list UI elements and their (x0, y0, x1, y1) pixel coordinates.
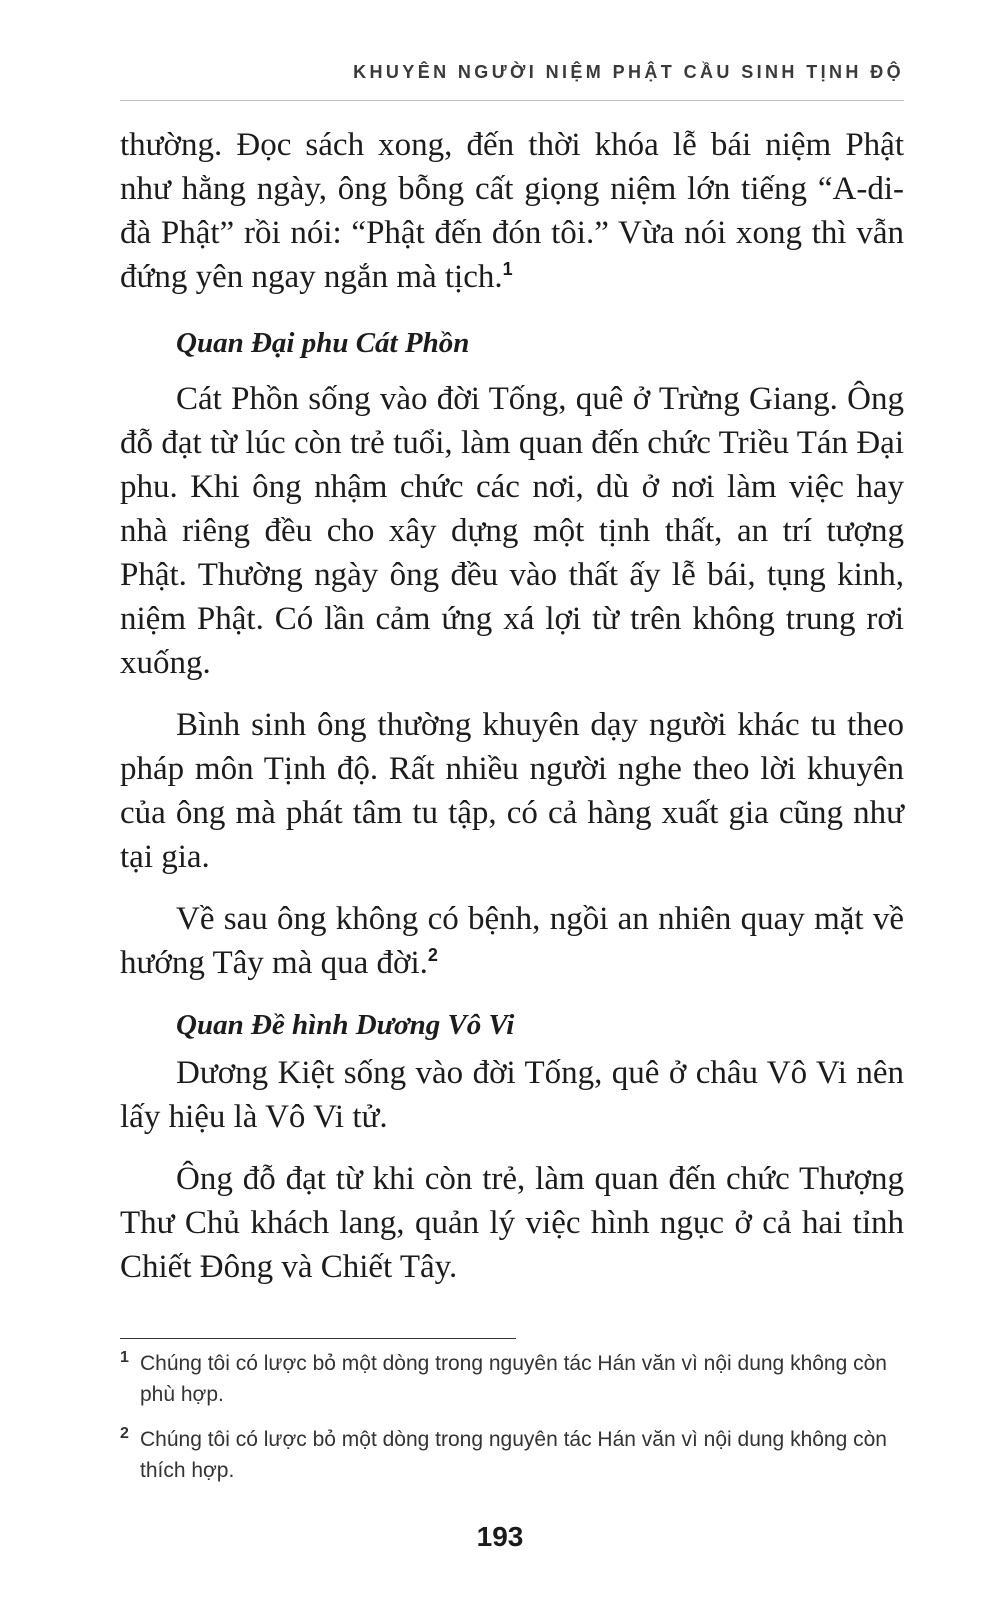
paragraph: Ông đỗ đạt từ khi còn trẻ, làm quan đến chức Thượng Thư Chủ khách lang, quản lý việc hình ngục ở cả hai tỉnh Chiết Đông và Chiết Tây. (120, 1161, 904, 1285)
footnote-2 (120, 1424, 910, 1486)
paragraph-text: Về sau ông không có bệnh, ngồi an nhiên quay mặt về hướng Tây mà qua đời. (120, 901, 904, 981)
paragraph-text: thường. Đọc sách xong, đến thời khóa lễ bái niệm Phật như hằng ngày, ông bỗng cất giọng niệm lớn tiếng “A-di-đà Phật” rồi nói: “Phật đến đón tôi.” Vừa nói xong thì vẫn đứng yên ngay ngắn mà tịch. (120, 127, 904, 295)
footnote-text: Chúng tôi có lược bỏ một dòng trong nguyên tác Hán văn vì nội dung không còn thích hợp. (140, 1428, 887, 1482)
footnote-1 (120, 1348, 910, 1410)
paragraph: Bình sinh ông thường khuyên dạy người khác tu theo pháp môn Tịnh độ. Rất nhiều người nghe theo lời khuyên của ông mà phát tâm tu tập, có cả hàng xuất gia cũng như tại gia. (120, 707, 904, 875)
paragraph (120, 897, 904, 985)
paragraph: Cát Phồn sống vào đời Tống, quê ở Trừng Giang. Ông đỗ đạt từ lúc còn trẻ tuổi, làm quan đến chức Triều Tán Đại phu. Khi ông nhậm chức các nơi, dù ở nơi làm việc hay nhà riêng đều cho xây dựng một tịnh thất, an trí tượng Phật. Thường ngày ông đều vào thất ấy lễ bái, tụng kinh, niệm Phật. Có lần cảm ứng xá lợi từ trên không trung rơi xuống. (120, 381, 904, 681)
footnote-number: 2 (120, 1425, 129, 1442)
header-divider (120, 100, 904, 101)
footnotes (120, 1348, 910, 1500)
paragraph: Dương Kiệt sống vào đời Tống, quê ở châu Vô Vi nên lấy hiệu là Vô Vi tử. (120, 1055, 904, 1135)
footnote-ref-1[interactable]: 1 (502, 259, 513, 279)
footnote-text: Chúng tôi có lược bỏ một dòng trong nguyên tác Hán văn vì nội dung không còn phù hợp. (140, 1352, 887, 1406)
footnote-number: 1 (120, 1349, 129, 1366)
paragraph-continued (120, 123, 904, 299)
section-heading-cat-phon: Quan Đại phu Cát Phồn (176, 327, 470, 359)
page-number: 193 (476, 1521, 524, 1552)
footnote-divider (120, 1338, 516, 1339)
section-heading-duong-vo-vi: Quan Đề hình Dương Vô Vi (176, 1009, 515, 1041)
footnote-ref-2[interactable]: 2 (427, 945, 438, 965)
body-text (120, 123, 904, 1307)
running-header: KHUYÊN NGƯỜI NIỆM PHẬT CẦU SINH TỊNH ĐỘ (353, 62, 904, 82)
